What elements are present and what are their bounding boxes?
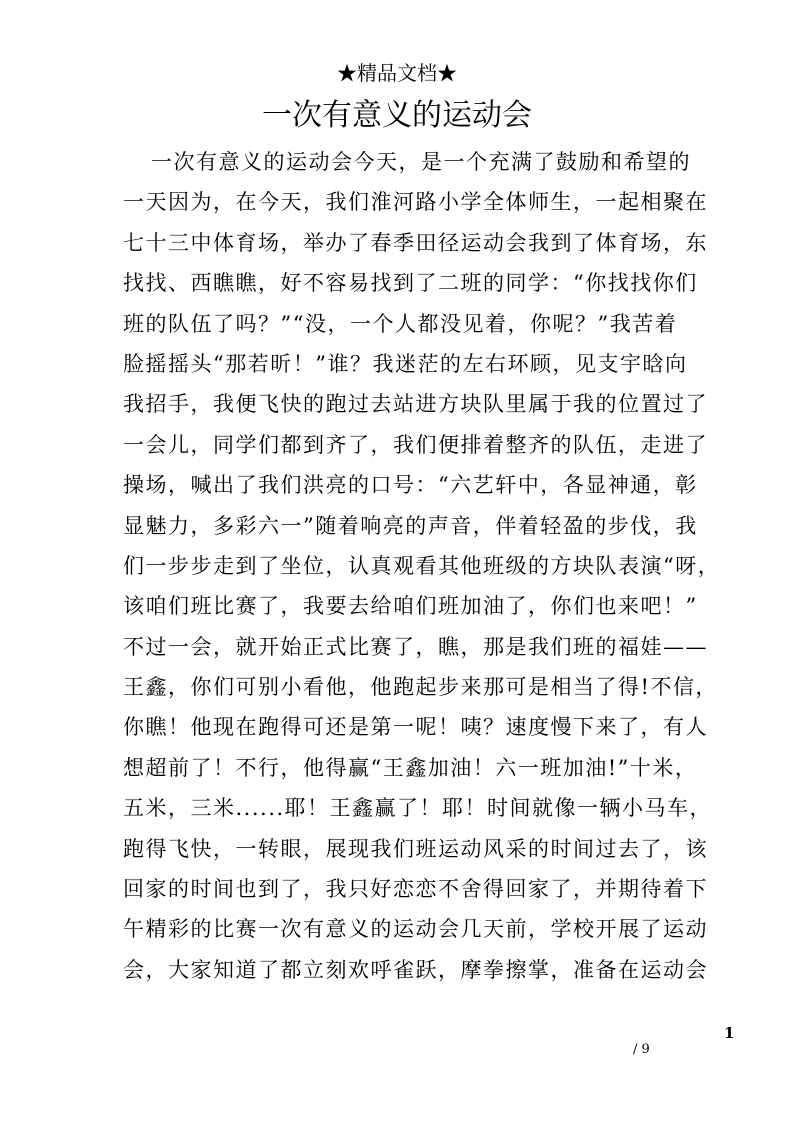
body-line: 不过一会，就开始正式比赛了，瞧，那是我们班的福娃—— xyxy=(123,634,708,659)
body-line: 回家的时间也到了，我只好恋恋不舍得回家了，并期待着下 xyxy=(123,877,708,902)
body-line: 午精彩的比赛一次有意义的运动会几天前，学校开展了运动 xyxy=(123,917,708,942)
page-count: / 9 xyxy=(633,1042,650,1057)
body-line: 该咱们班比赛了，我要去给咱们班加油了，你们也来吧！” xyxy=(123,594,698,619)
body-line: 王鑫，你们可别小看他，他跑起步来那可是相当了得!不信， xyxy=(123,675,718,700)
body-line: 一次有意义的运动会今天，是一个充满了鼓励和希望的 xyxy=(151,150,691,174)
page-number: 1 xyxy=(724,1024,735,1042)
document-body xyxy=(123,142,721,990)
body-line: 们一步步走到了坐位，认真观看其他班级的方块队表演“呀， xyxy=(123,553,721,578)
document-title: 一次有意义的运动会 xyxy=(262,98,532,133)
body-line: 会，大家知道了都立刻欢呼雀跃，摩拳擦掌，准备在运动会 xyxy=(123,957,708,982)
body-line: 脸摇摇头“那若昕！”谁？我迷茫的左右环顾，见支宇晗向 xyxy=(123,351,688,376)
body-line: 跑得飞快，一转眼，展现我们班运动风采的时间过去了，该 xyxy=(123,836,708,861)
body-line: 七十三中体育场，举办了春季田径运动会我到了体育场，东 xyxy=(123,230,708,255)
document-header: ★精品文档★ xyxy=(337,61,457,85)
body-line: 一天因为，在今天，我们淮河路小学全体师生，一起相聚在 xyxy=(123,190,708,215)
body-line: 五米，三米......耶！王鑫赢了！耶！时间就像一辆小马车， xyxy=(123,796,713,821)
body-line: 想超前了！不行，他得赢“王鑫加油！六一班加油!”十米， xyxy=(123,755,698,780)
body-line: 操场，喊出了我们洪亮的口号：“六艺轩中，各显神通，彰 xyxy=(123,473,698,498)
body-line: 显魅力，多彩六一”随着响亮的声音，伴着轻盈的步伐，我 xyxy=(123,513,698,538)
body-line: 你瞧！他现在跑得可还是第一呢！咦？速度慢下来了，有人 xyxy=(123,715,708,740)
body-line: 找找、西瞧瞧，好不容易找到了二班的同学：“你找找你们 xyxy=(123,271,698,296)
body-line: 我招手，我便飞快的跑过去站进方块队里属于我的位置过了 xyxy=(123,392,708,417)
body-line: 一会儿，同学们都到齐了，我们便排着整齐的队伍，走进了 xyxy=(123,432,708,457)
body-line: 班的队伍了吗？”“没，一个人都没见着，你呢？”我苦着 xyxy=(123,311,678,336)
